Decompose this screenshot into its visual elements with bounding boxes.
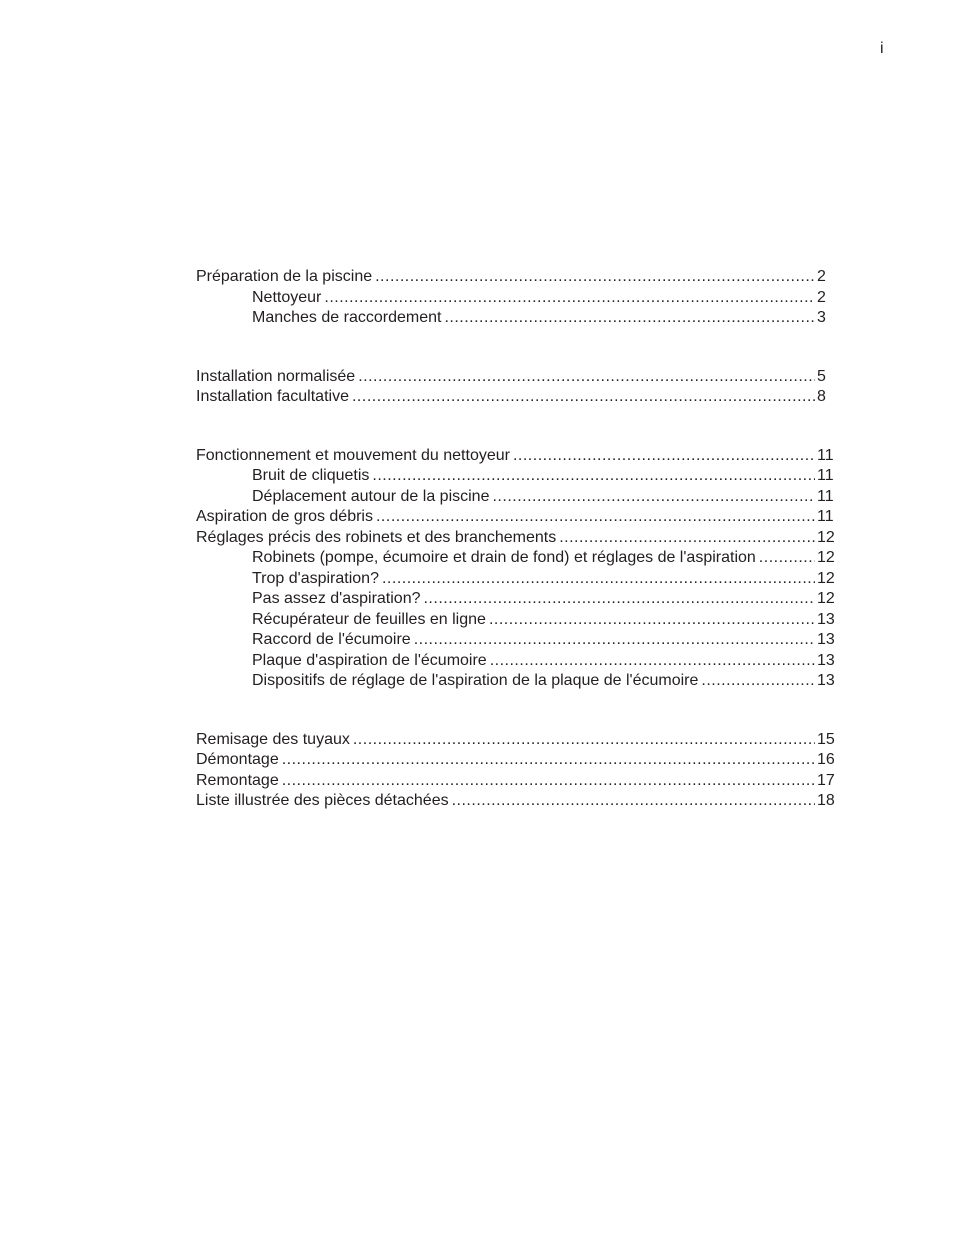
dot-leader — [282, 771, 815, 792]
toc-entry[interactable] — [196, 750, 836, 771]
dot-leader — [423, 589, 815, 610]
dot-leader — [352, 387, 815, 408]
toc-subentry[interactable] — [196, 610, 836, 631]
dot-leader — [444, 308, 815, 329]
toc-entry[interactable] — [196, 267, 836, 288]
toc-subentry[interactable] — [196, 308, 836, 329]
toc-entry-page: 3 — [817, 309, 826, 326]
toc-entry-page: 17 — [817, 771, 835, 789]
dot-leader — [358, 367, 815, 388]
toc-subentry[interactable] — [196, 548, 836, 569]
toc-subentry[interactable] — [196, 288, 836, 309]
toc-subentry[interactable] — [196, 630, 836, 651]
toc-entry[interactable] — [196, 387, 836, 408]
dot-leader — [376, 507, 815, 528]
toc-entry[interactable] — [196, 791, 836, 812]
toc-entry-page: 11 — [817, 467, 834, 484]
toc-entry[interactable] — [196, 528, 836, 549]
toc-entry-page: 18 — [817, 792, 835, 809]
toc-entry-title: Remisage des tuyaux — [196, 730, 350, 748]
toc-entry-page: 16 — [817, 751, 835, 768]
toc-entry-page: 2 — [817, 268, 826, 285]
toc-subentry[interactable] — [196, 651, 836, 672]
toc-entry-title: Préparation de la piscine — [196, 268, 373, 285]
toc-entry-title: Plaque d'aspiration de l'écumoire — [252, 651, 487, 669]
toc-entry-page: 2 — [817, 288, 826, 306]
dot-leader — [414, 630, 815, 651]
dot-leader — [372, 466, 815, 487]
toc-entry-title: Récupérateur de feuilles en ligne — [252, 610, 486, 628]
dot-leader — [701, 671, 815, 692]
dot-leader — [353, 730, 815, 751]
toc-subentry[interactable] — [196, 671, 836, 692]
page-number: i — [880, 40, 884, 57]
table-of-contents — [196, 267, 836, 850]
dot-leader — [382, 569, 815, 590]
toc-entry-title: Robinets (pompe, écumoire et drain de fond) et réglages de l'aspiration — [252, 549, 756, 566]
toc-entry-page: 12 — [817, 549, 835, 566]
dot-leader — [492, 487, 815, 508]
toc-entry-title: Dispositifs de réglage de l'aspiration de la plaque de l'écumoire — [252, 672, 699, 689]
dot-leader — [559, 528, 815, 549]
toc-entry[interactable] — [196, 507, 836, 528]
toc-entry-title: Nettoyeur — [252, 288, 322, 306]
toc-subentry[interactable] — [196, 589, 836, 610]
toc-entry-page: 8 — [817, 388, 826, 405]
toc-entry-page: 13 — [817, 651, 835, 669]
dot-leader — [513, 446, 815, 467]
toc-entry-page: 15 — [817, 730, 835, 748]
toc-entry-title: Réglages précis des robinets et des branchements — [196, 528, 557, 546]
toc-entry-page: 11 — [817, 446, 834, 464]
toc-section — [196, 367, 836, 408]
toc-entry-title: Remontage — [196, 771, 279, 789]
toc-entry-title: Déplacement autour de la piscine — [252, 487, 490, 505]
toc-subentry[interactable] — [196, 487, 836, 508]
toc-section — [196, 730, 836, 812]
toc-entry-page: 5 — [817, 367, 826, 385]
dot-leader — [490, 651, 815, 672]
toc-section — [196, 446, 836, 692]
toc-entry[interactable] — [196, 771, 836, 792]
toc-entry-page: 13 — [817, 610, 835, 628]
toc-entry-title: Liste illustrée des pièces détachées — [196, 792, 449, 809]
dot-leader — [324, 288, 815, 309]
toc-entry-title: Bruit de cliquetis — [252, 467, 370, 484]
toc-entry-page: 13 — [817, 672, 835, 689]
toc-entry-title: Installation facultative — [196, 388, 349, 405]
toc-entry-page: 13 — [817, 631, 835, 648]
toc-entry[interactable] — [196, 446, 836, 467]
dot-leader — [375, 267, 815, 288]
toc-entry-title: Fonctionnement et mouvement du nettoyeur — [196, 446, 510, 464]
toc-entry-title: Raccord de l'écumoire — [252, 631, 411, 648]
toc-entry-title: Trop d'aspiration? — [252, 569, 379, 587]
toc-section — [196, 267, 836, 329]
toc-entry[interactable] — [196, 730, 836, 751]
toc-entry-page: 12 — [817, 590, 835, 607]
toc-entry-title: Installation normalisée — [196, 367, 356, 385]
dot-leader — [759, 548, 815, 569]
toc-entry-title: Pas assez d'aspiration? — [252, 590, 421, 607]
toc-entry-page: 12 — [817, 569, 835, 587]
toc-subentry[interactable] — [196, 466, 836, 487]
toc-entry-page: 11 — [817, 487, 834, 505]
dot-leader — [282, 750, 815, 771]
toc-entry-page: 12 — [817, 528, 835, 546]
toc-subentry[interactable] — [196, 569, 836, 590]
dot-leader — [489, 610, 815, 631]
toc-entry-title: Démontage — [196, 751, 279, 768]
toc-entry-page: 11 — [817, 508, 834, 525]
dot-leader — [452, 791, 815, 812]
toc-entry[interactable] — [196, 367, 836, 388]
toc-entry-title: Aspiration de gros débris — [196, 508, 373, 525]
toc-entry-title: Manches de raccordement — [252, 309, 442, 326]
